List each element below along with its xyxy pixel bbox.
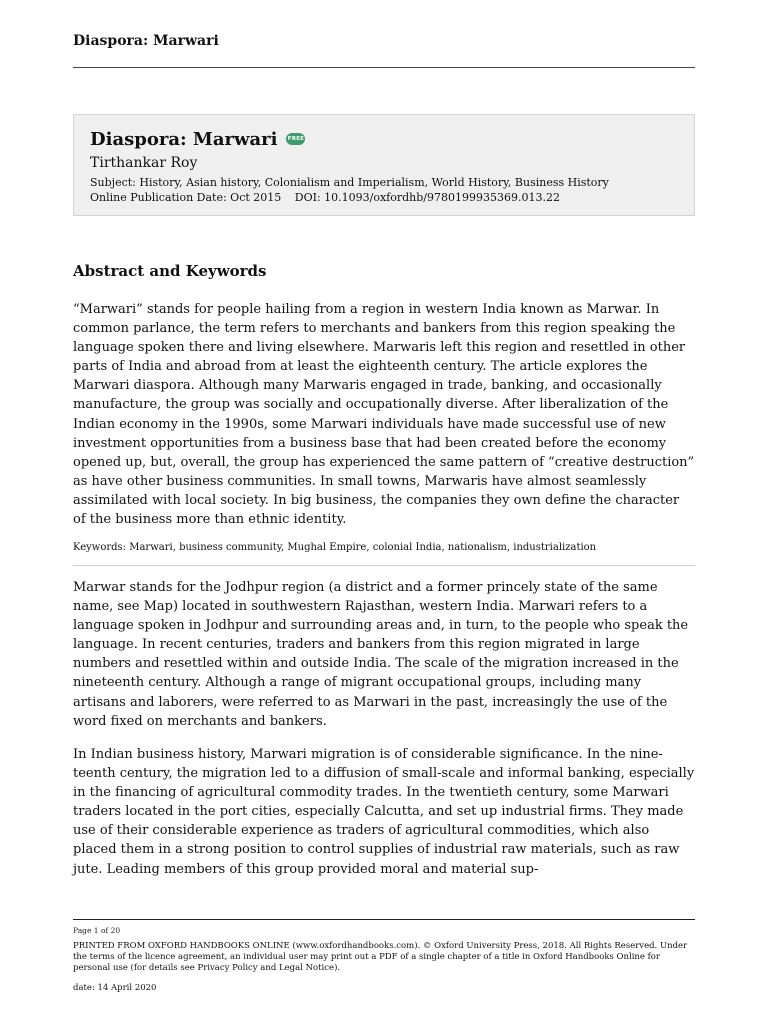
body-paragraph-2: In Indian business history, Marwari migration is of considerable significance. In the nineteenth century, the migration led to a diffusion of small-scale and informal banking, especially in the financing of agricultural commodity trades. In the twentieth century, some Marwari traders located in the port cities, especially Calcutta, and set up industrial firms. They made use of their considerable experience as traders of agricultural commodities, which also placed them in a strong position to control supplies of industrial raw materials, such as raw jute. Leading members of this group provided moral and material sup-: [73, 747, 695, 877]
article-metadata-box: [73, 114, 695, 216]
footer-divider: [73, 919, 695, 920]
publication-line: [90, 190, 678, 205]
keywords-label: Keywords:: [73, 542, 127, 553]
running-head: Diaspora: Marwari: [73, 33, 219, 49]
page-number: Page 1 of 20: [73, 926, 121, 935]
copyright-notice: PRINTED FROM OXFORD HANDBOOKS ONLINE (www.oxfordhandbooks.com). © Oxford University Press, 2018. All Rights Reserved. Under the terms of the licence agreement, an individual user may print out a PDF of a single chapter of a title in Oxford Handbooks Online for personal use (for details see Privacy Policy and Legal Notice).: [73, 941, 688, 973]
keywords-divider: [73, 565, 695, 566]
keywords-line: [73, 541, 695, 555]
abstract-text: “Marwari” stands for people hailing from a region in western India known as Marwar. In common parlance, the term refers to merchants and bankers from this region speaking the language spoken there and living elsewhere. Marwaris left this region and resettled in other parts of India and abroad from at least the eighteenth century. The article explores the Marwari diaspora. Although many Marwaris engaged in trade, banking, and occasionally manufacture, the group was socially and occupationally diverse. After liberalization of the Indian economy in the 1990s, some Marwari individuals have made successful use of new investment opportunities from a business base that had been created before the economy opened up, but, overall, the group has experienced the same pattern of “creative destruction” as have other business communities. In small towns, Marwaris have almost seamlessly assimilated with local society. In big business, the companies they own define the character of the business more than ethnic identity.: [73, 302, 695, 528]
doi-value[interactable]: 10.1093/oxfordhb/9780199935369.013.22: [324, 191, 560, 204]
subject-line: [90, 175, 678, 190]
subject-list: History, Asian history, Colonialism and Imperialism, World History, Business History: [139, 176, 609, 189]
article-title: Diaspora: Marwari: [90, 128, 278, 150]
abstract-heading: Abstract and Keywords: [73, 262, 267, 280]
print-date: date: 14 April 2020: [73, 983, 157, 993]
header-divider: [73, 67, 695, 68]
body-paragraph-1: Marwar stands for the Jodhpur region (a district and a former princely state of the same name, see Map) located in southwestern Rajasthan, western India. Marwari refers to a language spoken in Jodhpur and surrounding areas and, in turn, to the people who speak the language. In recent centuries, traders and bankers from this region migrated in large numbers and resettled within and outside India. The scale of the migration increased in the nineteenth century. Although a range of migrant occupational groups, including many artisans and laborers, were referred to as Marwari in the past, increasingly the use of the word fixed on merchants and bankers.: [73, 580, 689, 729]
author-link[interactable]: Tirthankar Roy: [90, 155, 198, 171]
article-title-line: [90, 127, 678, 151]
pub-date-label: Online Publication Date:: [90, 191, 227, 204]
free-access-badge: FREE: [286, 133, 305, 145]
pub-date: Oct 2015: [230, 191, 282, 204]
subject-label: Subject:: [90, 176, 136, 189]
keywords-list: Marwari, business community, Mughal Empire, colonial India, nationalism, industrialization: [129, 542, 597, 553]
doi-label: DOI:: [294, 191, 321, 204]
